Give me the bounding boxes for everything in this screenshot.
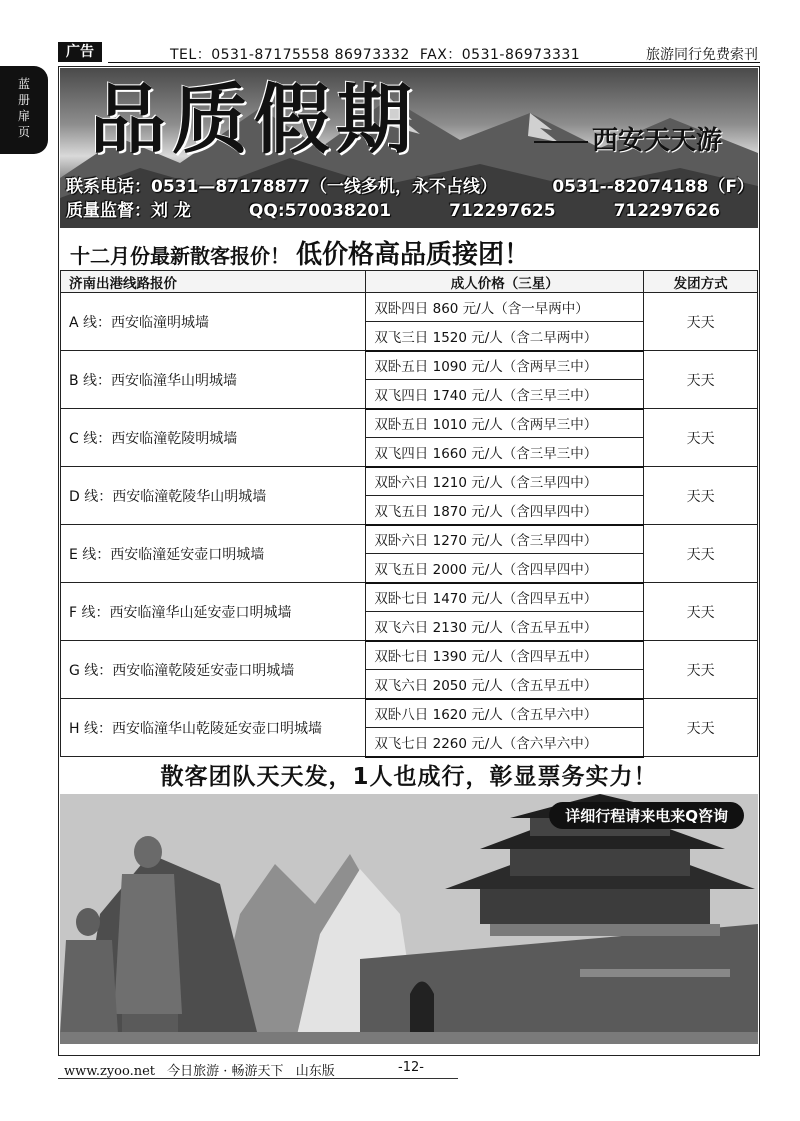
footer <box>64 1060 335 1079</box>
top-rule <box>108 62 760 63</box>
price-flight: 双飞三日 1520 元/人（含二早两中） <box>366 322 644 351</box>
col-header-price: 成人价格（三星） <box>366 271 644 293</box>
departure-frequency: 天天 <box>644 409 758 467</box>
table-row <box>61 641 758 670</box>
route-name: A 线：西安临潼明城墙 <box>61 293 366 351</box>
price-sleeper: 双卧六日 1270 元/人（含三早四中） <box>366 525 644 554</box>
route-name: C 线：西安临潼乾陵明城墙 <box>61 409 366 467</box>
consult-pill: 详细行程请来电来Q咨询 <box>549 802 744 829</box>
route-name: G 线：西安临潼乾陵延安壶口明城墙 <box>61 641 366 699</box>
price-sleeper: 双卧八日 1620 元/人（含五早六中） <box>366 699 644 728</box>
contact-phone: 联系电话：0531—87178877（一线多机，永不占线） <box>66 177 497 197</box>
departure-frequency: 天天 <box>644 583 758 641</box>
qq-3: 712297626 <box>613 201 721 221</box>
price-sleeper: 双卧七日 1390 元/人（含四早五中） <box>366 641 644 670</box>
top-bar <box>58 40 760 64</box>
departure-frequency: 天天 <box>644 699 758 757</box>
table-row <box>61 467 758 496</box>
side-tab-char: 册 <box>17 93 30 107</box>
free-catalog-note: 旅游同行免费索刊 <box>646 47 758 63</box>
headline-part-b: 低价格高品质接团！ <box>296 240 531 270</box>
supervisor: 质量监督：刘 龙 <box>66 201 191 221</box>
headline-part-a: 十二月份最新散客报价！ <box>70 244 290 268</box>
contact-fax: 0531--82074188（F） <box>552 177 754 197</box>
ground-strip <box>60 1032 758 1044</box>
price-sleeper: 双卧四日 860 元/人（含一早两中） <box>366 293 644 322</box>
page-number: -12- <box>398 1060 424 1075</box>
table-row <box>61 293 758 322</box>
departure-frequency: 天天 <box>644 467 758 525</box>
route-name: H 线：西安临潼华山乾陵延安壶口明城墙 <box>61 699 366 757</box>
price-sleeper: 双卧五日 1010 元/人（含两早三中） <box>366 409 644 438</box>
route-name: F 线：西安临潼华山延安壶口明城墙 <box>61 583 366 641</box>
side-tab-char: 蓝 <box>17 77 30 91</box>
footer-edition: 山东版 <box>295 1064 335 1079</box>
price-flight: 双飞六日 2130 元/人（含五早五中） <box>366 612 644 641</box>
table-row <box>61 699 758 728</box>
banner <box>60 68 758 228</box>
brand-title: 品质假期 <box>90 75 418 164</box>
footer-url: www.zyoo.net <box>64 1064 156 1079</box>
table-header-row <box>61 271 758 293</box>
price-sleeper: 双卧六日 1210 元/人（含三早四中） <box>366 467 644 496</box>
footer-tagline: 今日旅游 · 畅游天下 <box>167 1064 284 1079</box>
price-flight: 双飞六日 2050 元/人（含五早五中） <box>366 670 644 699</box>
table-row <box>61 525 758 554</box>
brand-subtitle <box>534 120 722 157</box>
qq-2: 712297625 <box>449 201 556 221</box>
top-fax: FAX：0531-86973331 <box>419 47 581 63</box>
price-flight: 双飞四日 1660 元/人（含三早三中） <box>366 438 644 467</box>
price-flight: 双飞四日 1740 元/人（含三早三中） <box>366 380 644 409</box>
price-table <box>60 270 758 758</box>
departure-frequency: 天天 <box>644 293 758 351</box>
top-contact <box>170 44 580 64</box>
table-row <box>61 409 758 438</box>
headline <box>70 234 530 271</box>
route-name: B 线：西安临潼华山明城墙 <box>61 351 366 409</box>
col-header-frequency: 发团方式 <box>644 271 758 293</box>
side-tab-char: 页 <box>17 125 30 139</box>
brand-subtitle-text: 西安天天游 <box>591 126 722 156</box>
departure-frequency: 天天 <box>644 525 758 583</box>
departure-frequency: 天天 <box>644 351 758 409</box>
price-sleeper: 双卧五日 1090 元/人（含两早三中） <box>366 351 644 380</box>
price-sleeper: 双卧七日 1470 元/人（含四早五中） <box>366 583 644 612</box>
landmark-photo <box>60 794 758 1044</box>
ad-tag: 广告 <box>58 42 102 62</box>
route-name: E 线：西安临潼延安壶口明城墙 <box>61 525 366 583</box>
departure-frequency: 天天 <box>644 641 758 699</box>
price-flight: 双飞五日 1870 元/人（含四早四中） <box>366 496 644 525</box>
price-flight: 双飞七日 2260 元/人（含六早六中） <box>366 728 644 757</box>
contact-line-2 <box>66 196 720 221</box>
table-row <box>61 351 758 380</box>
col-header-route: 济南出港线路报价 <box>61 271 366 293</box>
route-name: D 线：西安临潼乾陵华山明城墙 <box>61 467 366 525</box>
table-row <box>61 583 758 612</box>
side-tab-char: 扉 <box>17 109 30 123</box>
price-flight: 双飞五日 2000 元/人（含四早四中） <box>366 554 644 583</box>
top-tel: TEL：0531-87175558 86973332 <box>170 47 410 63</box>
side-tab <box>0 66 48 154</box>
slogan: 散客团队天天发，1人也成行，彰显票务实力！ <box>160 764 658 790</box>
qq-1: QQ:570038201 <box>248 201 392 221</box>
footer-rule <box>58 1078 458 1079</box>
dash-line <box>534 141 588 143</box>
landmark-illustration <box>60 794 758 1044</box>
